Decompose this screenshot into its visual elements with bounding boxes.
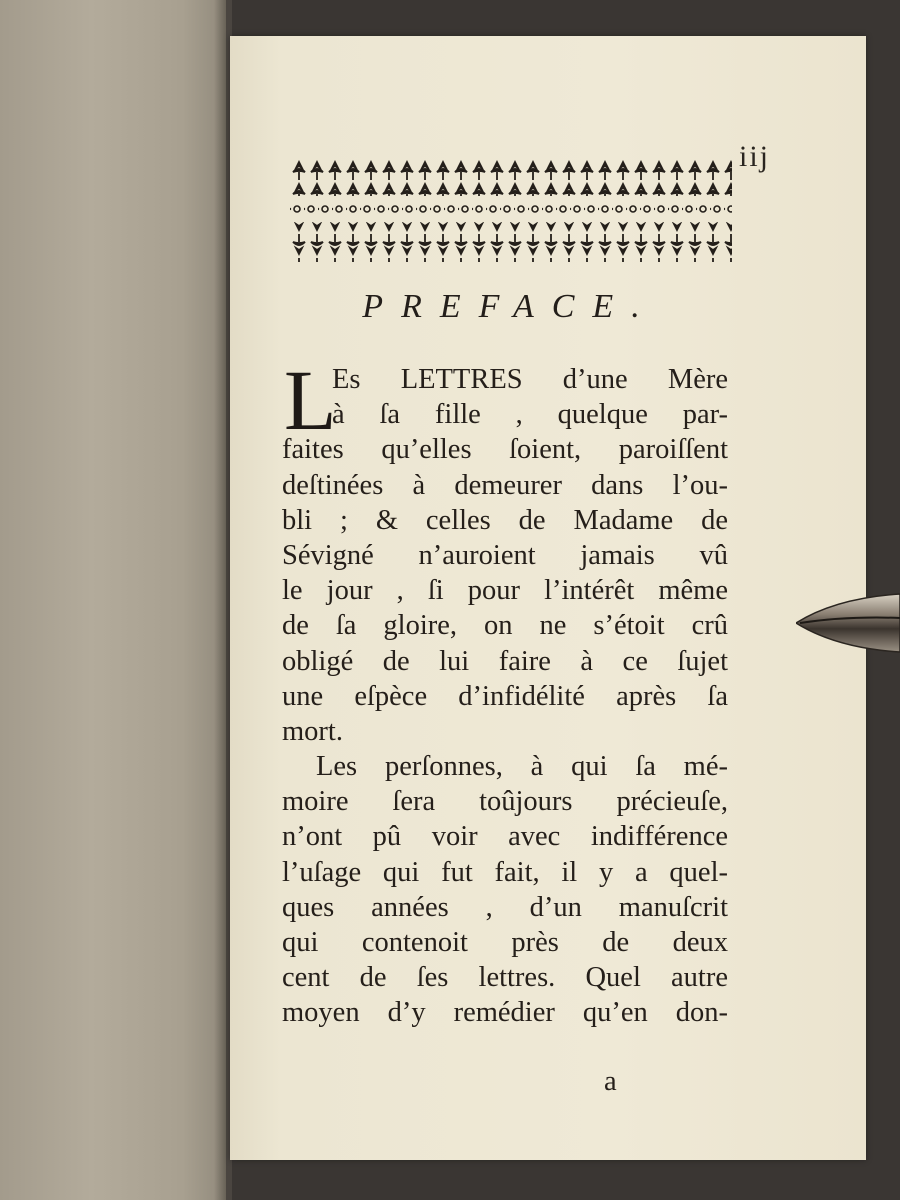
drop-cap: L: [284, 352, 337, 448]
body-text: [282, 352, 728, 1031]
ornament-headpiece: [290, 160, 732, 266]
catchword: a: [604, 1066, 617, 1097]
text-line: une eſpèce d’infidélité après ſa: [282, 680, 728, 712]
text-line: Sévigné n’auroient jamais vû: [282, 539, 728, 571]
text-line: Es LETTRES d’une Mère: [332, 364, 728, 395]
text-line: le jour , ſi pour l’intérêt même: [282, 575, 728, 607]
page-title: PREFACE.: [362, 288, 658, 325]
text-line: de ſa gloire, on ne s’étoit crû: [282, 610, 728, 642]
text-line: bli ; & celles de Madame de: [282, 504, 728, 536]
text-line: mort.: [282, 715, 343, 747]
text-line: à ſa fille , quelque par-: [332, 399, 728, 431]
text-line: ques années , d’un manuſcrit: [282, 891, 728, 923]
page-number: iij: [738, 140, 770, 173]
metal-bookmark-icon: [796, 590, 900, 656]
text-line: moyen d’y remédier qu’en don-: [282, 997, 728, 1029]
text-line: deſtinées à demeurer dans l’ou-: [282, 469, 728, 501]
text-line: qui contenoit près de deux: [282, 927, 728, 958]
text-line: l’uſage qui fut fait, il y a quel-: [282, 856, 728, 888]
text-line: obligé de lui faire à ce ſujet: [282, 645, 728, 677]
text-line: Les perſonnes, à qui ſa mé-: [316, 751, 728, 783]
text-line: moire ſera toûjours précieuſe,: [282, 786, 728, 818]
text-line: n’ont pû voir avec indifférence: [282, 821, 728, 853]
text-line: faites qu’elles ſoient, paroiſſent: [282, 434, 728, 466]
left-page: [0, 0, 228, 1200]
text-line: cent de ſes lettres. Quel autre: [282, 962, 728, 994]
